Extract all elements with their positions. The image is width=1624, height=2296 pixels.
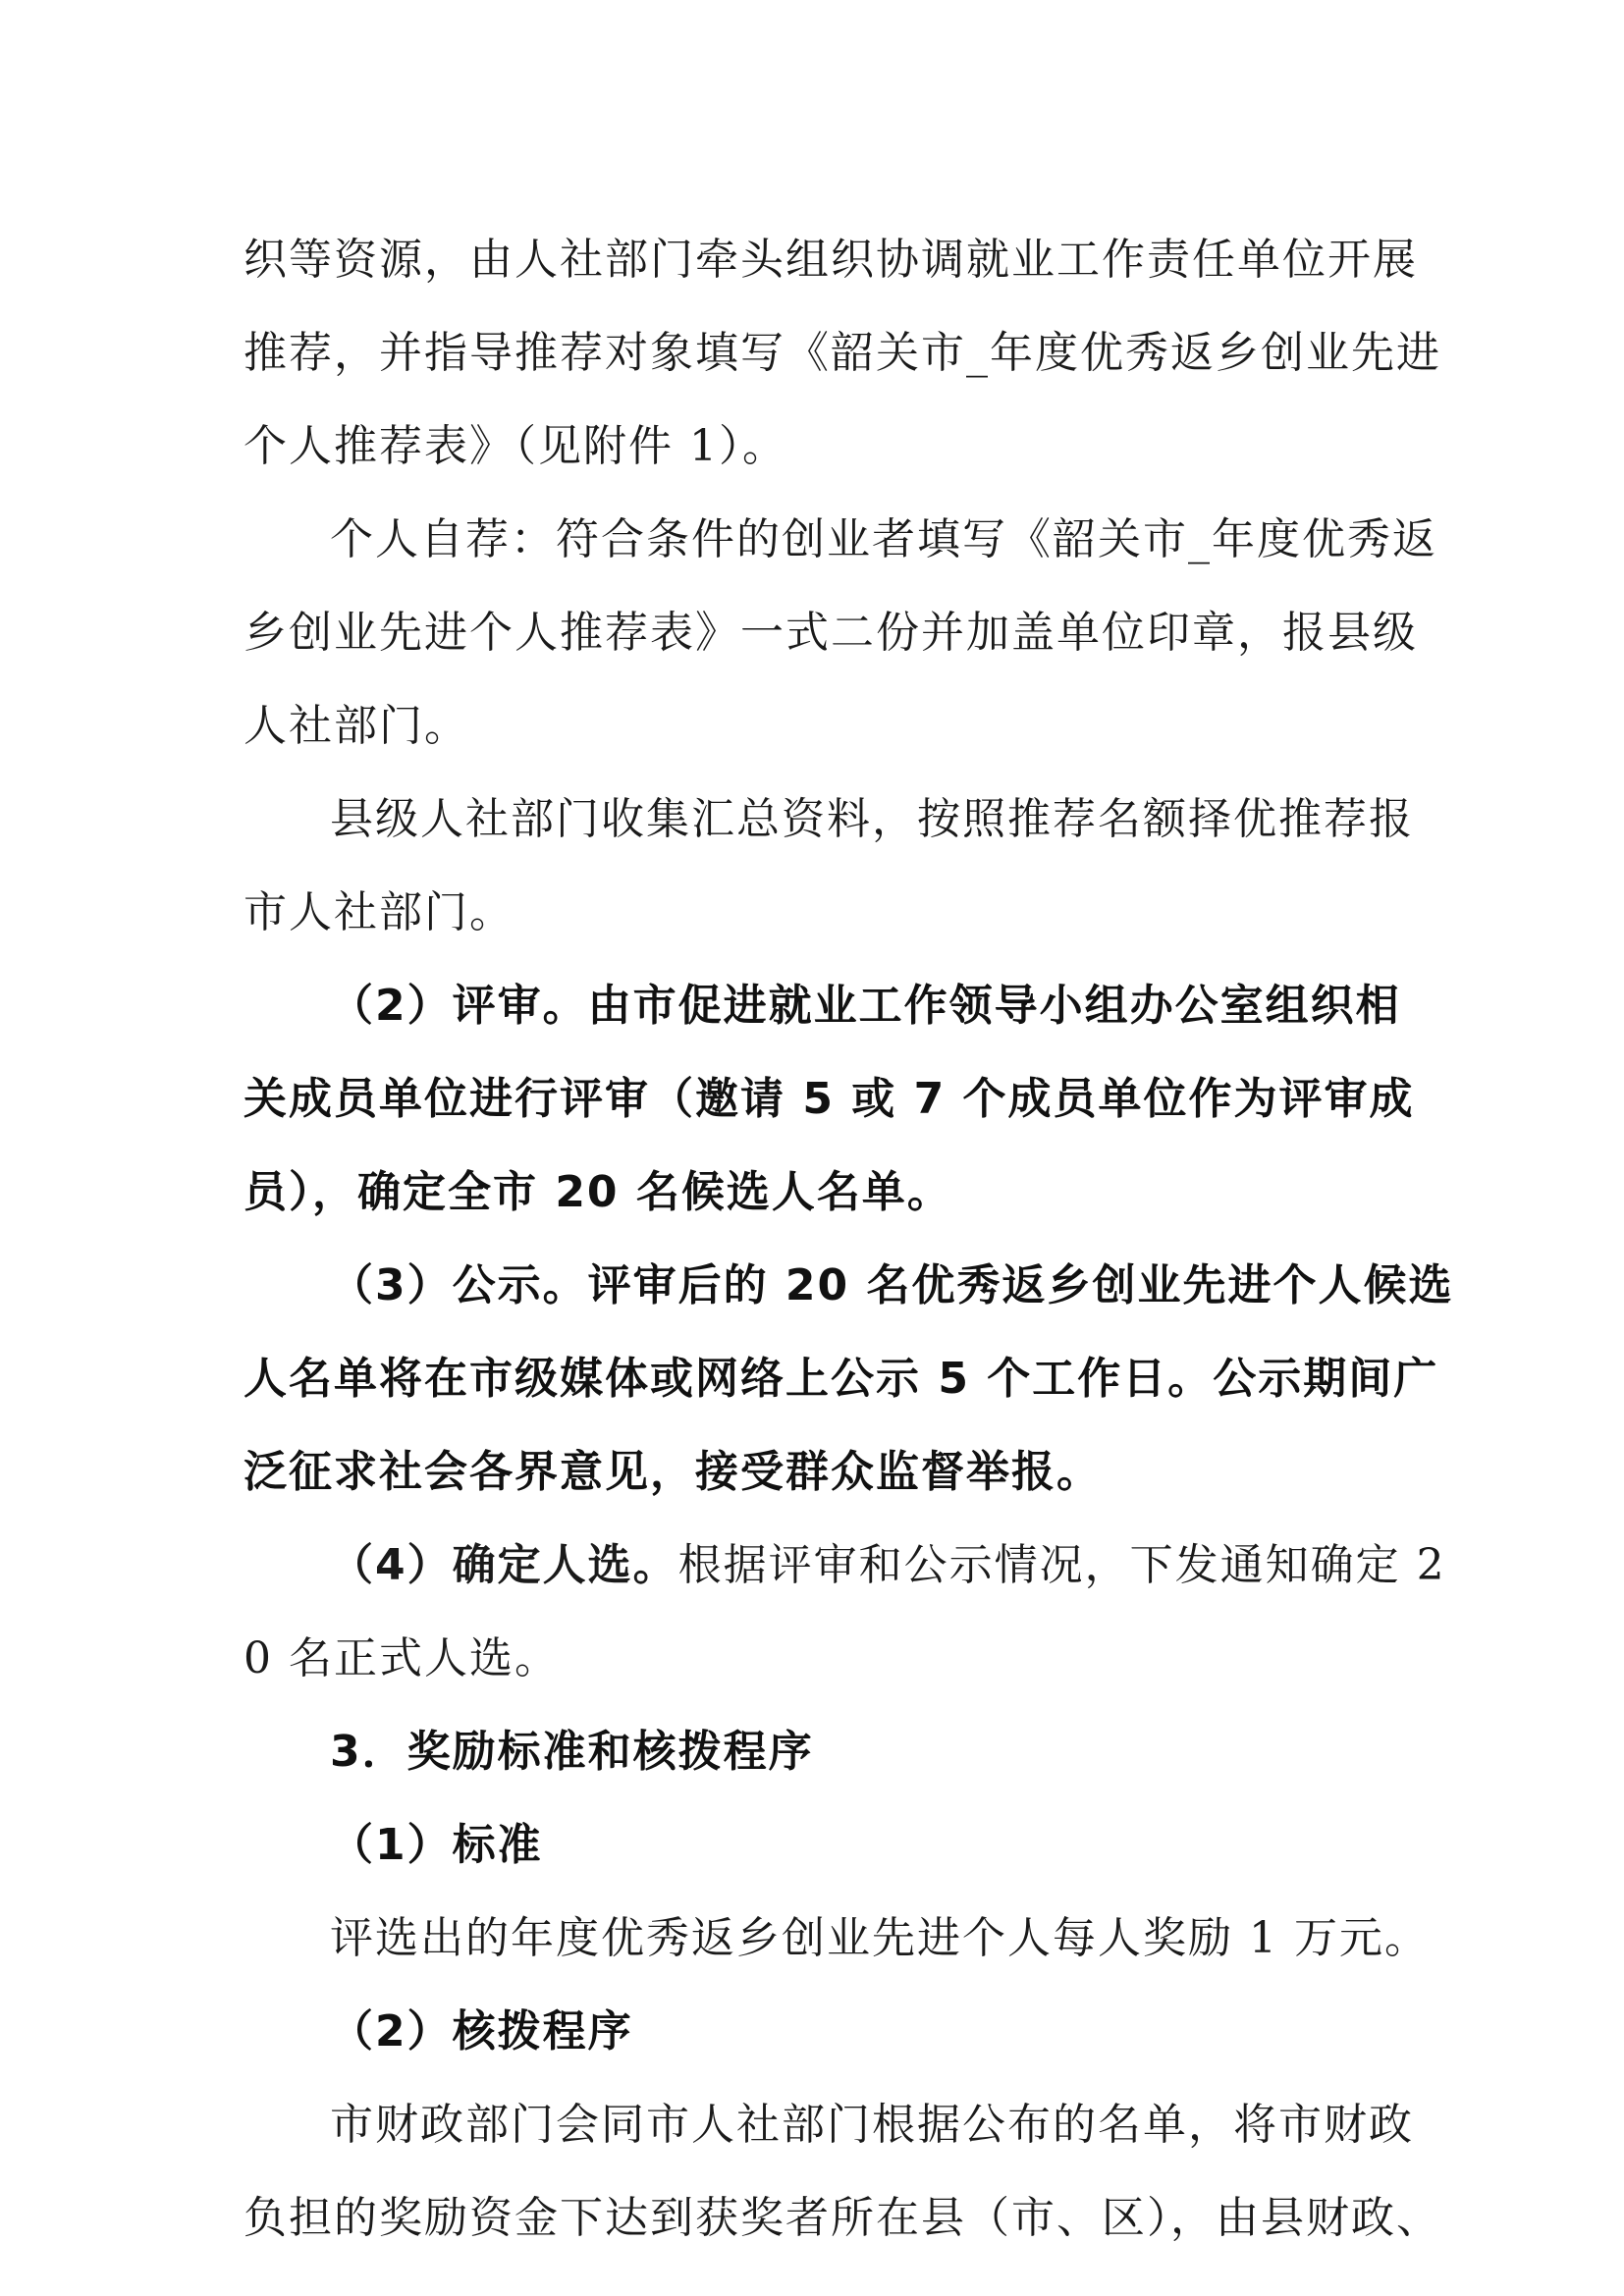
text-line: 人社部门。 (244, 701, 469, 751)
text-line: 市财政部门会同市人社部门根据公布的名单，将市财政 (330, 2100, 1414, 2150)
text-line: 评选出的年度优秀返乡创业先进个人每人奖励 1 万元。 (330, 1913, 1430, 1963)
text-line: 员），确定全市 20 名候选人名单。 (244, 1167, 952, 1217)
text-line: 负担的奖励资金下达到获奖者所在县（市、区），由县财政、 (244, 2193, 1441, 2243)
text-line: 个人推荐表》（见附件 1）。 (244, 421, 787, 471)
confirm-text: 根据评审和公示情况，下发通知确定 2 (677, 1540, 1446, 1590)
text-line: 人名单将在市级媒体或网络上公示 5 个工作日。公示期间广 (244, 1354, 1439, 1404)
review-heading: （2）评审。由市促进就业工作领导小组办公室组织相 (330, 981, 1401, 1031)
procedure-heading: （2）核拨程序 (330, 2006, 633, 2056)
text-line: 市人社部门。 (244, 887, 514, 937)
text-line: 织等资源，由人社部门牵头组织协调就业工作责任单位开展 (244, 235, 1418, 285)
text-line: 县级人社部门收集汇总资料，按照推荐名额择优推荐报 (330, 794, 1414, 844)
confirm-heading: （4）确定人选。 (330, 1540, 678, 1590)
text-line: 泛征求社会各界意见，接受群众监督举报。 (244, 1447, 1102, 1497)
text-line (330, 1536, 1446, 1595)
text-line: 推荐，并指导推荐对象填写《韶关市_年度优秀返乡创业先进 (244, 328, 1441, 378)
text-line: 个人自荐：符合条件的创业者填写《韶关市_年度优秀返 (330, 514, 1437, 564)
text-line: 0 名正式人选。 (244, 1633, 560, 1683)
text-line: 关成员单位进行评审（邀请 5 或 7 个成员单位作为评审成 (244, 1074, 1415, 1124)
standard-heading: （1）标准 (330, 1820, 543, 1870)
section-heading: 3．奖励标准和核拨程序 (330, 1727, 814, 1777)
text-line: 乡创业先进个人推荐表》一式二份并加盖单位印章，报县级 (244, 608, 1418, 658)
publicity-heading: （3）公示。评审后的 20 名优秀返乡创业先进个人候选 (330, 1260, 1454, 1310)
